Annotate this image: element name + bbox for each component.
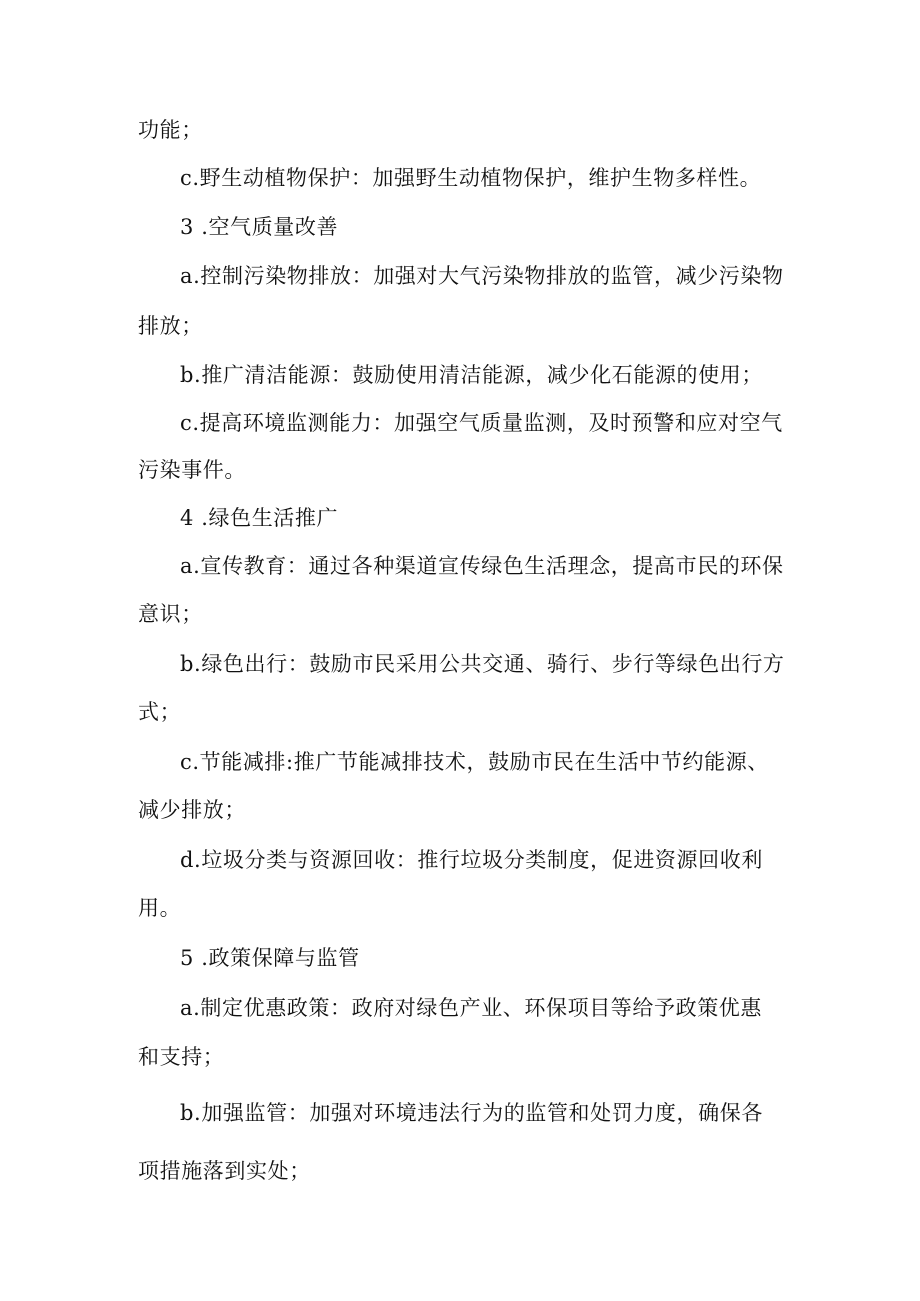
paragraph-line: 污染事件。 [138,458,246,482]
paragraph-line: b.推广清洁能源：鼓励使用清洁能源，减少化石能源的使用； [180,363,763,387]
paragraph-line: 项措施落到实处； [138,1159,311,1183]
paragraph-line: 式； [138,700,182,724]
paragraph-line: c.节能减排:推广节能减排技术，鼓励市民在生活中节约能源、 [180,750,769,774]
section-heading: 3 .空气质量改善 [180,215,339,239]
paragraph-line: 和支持； [138,1045,225,1069]
paragraph-line: 减少排放； [138,798,246,822]
paragraph-line: d.垃圾分类与资源回收：推行垃圾分类制度，促进资源回收利 [180,848,763,872]
paragraph-line: b.加强监管：加强对环境违法行为的监管和处罚力度，确保各 [180,1101,763,1125]
paragraph-line: c.野生动植物保护：加强野生动植物保护，维护生物多样性。 [180,166,762,190]
paragraph-line: a.宣传教育：通过各种渠道宣传绿色生活理念，提高市民的环保 [180,554,784,578]
paragraph-line: 功能； [138,118,203,142]
paragraph-line: c.提高环境监测能力：加强空气质量监测，及时预警和应对空气 [180,411,783,435]
paragraph-line: b.绿色出行：鼓励市民采用公共交通、骑行、步行等绿色出行方 [180,652,785,676]
paragraph-line: 用。 [138,896,182,920]
section-heading: 5 .政策保障与监管 [180,946,360,970]
paragraph-line: 意识； [138,602,203,626]
section-heading: 4 .绿色生活推广 [180,506,339,530]
paragraph-line: a.制定优惠政策：政府对绿色产业、环保项目等给予政策优惠 [180,996,762,1020]
paragraph-line: a.控制污染物排放：加强对大气污染物排放的监管，减少污染物 [180,264,784,288]
paragraph-line: 排放； [138,314,203,338]
